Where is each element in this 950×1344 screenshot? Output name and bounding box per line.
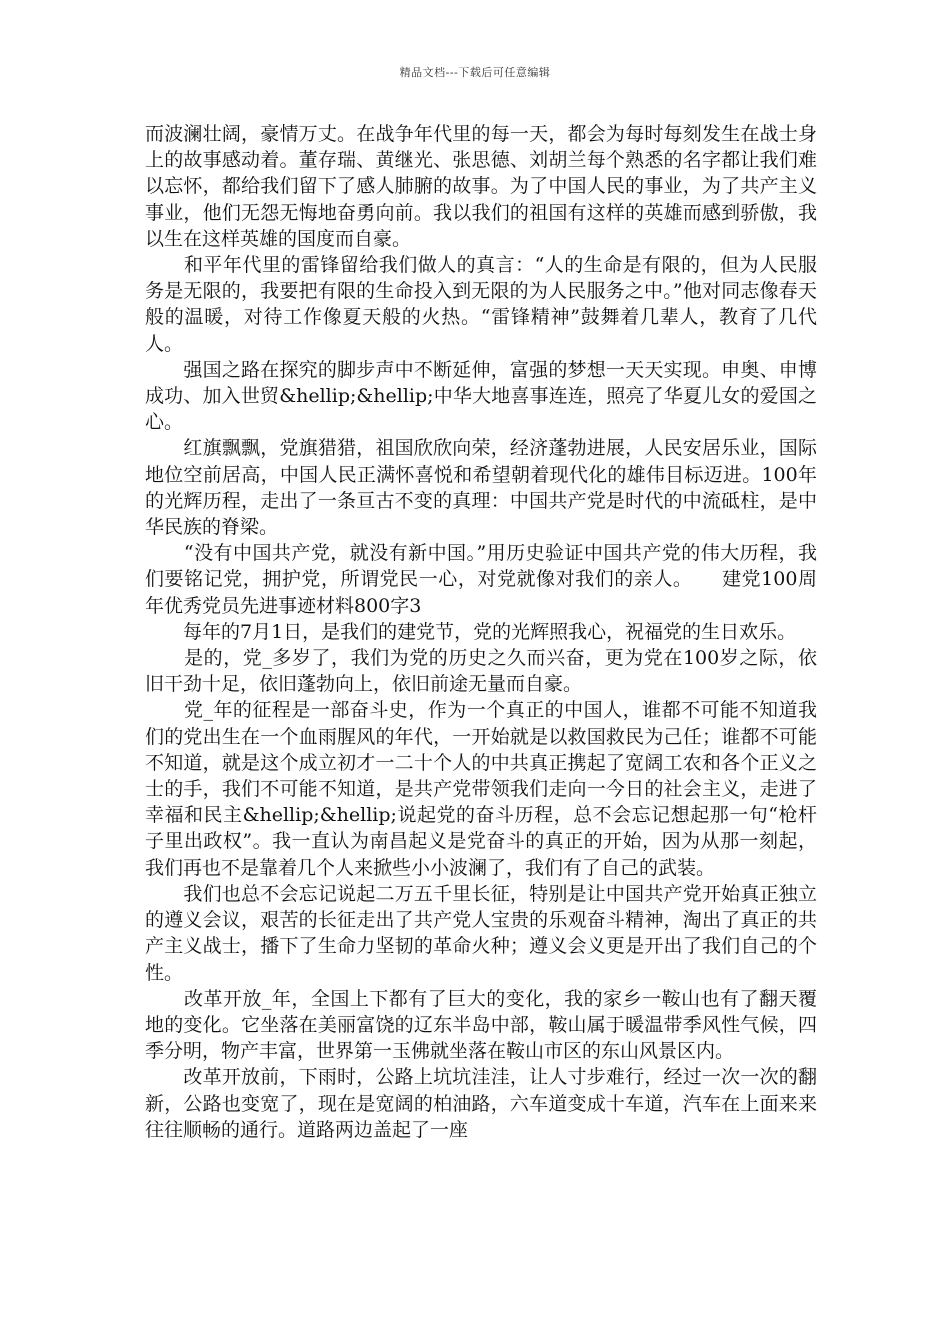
paragraph: 而波澜壮阔，豪情万丈。在战争年代里的每一天，都会为每时每刻发生在战士身上的故事感动着。董存瑞、黄继光、张思德、刘胡兰每个熟悉的名字都让我们难以忘怀，都给我们留下了感人肺腑的故事。为了中国人民的事业，为了共产主义事业，他们无怨无悔地奋勇向前。我以我们的祖国有这样的英雄而感到骄傲，我以生在这样英雄的国度而自豪。	[145, 123, 817, 250]
paragraph: “没有中国共产党，就没有新中国。”用历史验证中国共产党的伟大历程，我们要铭记党，拥护党，所谓党民一心，对党就像对我们的亲人。 建党100周年优秀党员先进事迹材料800字3	[145, 542, 817, 617]
paragraph: 和平年代里的雷锋留给我们做人的真言：“人的生命是有限的，但为人民服务是无限的，我要把有限的生命投入到无限的为人民服务之中。”他对同志像春天般的温暖，对待工作像夏天般的火热。“雷锋精神”鼓舞着几辈人，教育了几代人。	[145, 254, 817, 355]
paragraph: 红旗飘飘，党旗猎猎，祖国欣欣向荣，经济蓬勃进展，人民安居乐业，国际地位空前居高，中国人民正满怀喜悦和希望朝着现代化的雄伟目标迈进。100年的光辉历程，走出了一条亘古不变的真理：中国共产党是时代的中流砥柱，是中华民族的脊梁。	[145, 437, 817, 539]
paragraph: 强国之路在探究的脚步声中不断延伸，富强的梦想一天天实现。申奥、申博成功、加入世贸&hellip;&hellip;中华大地喜事连连，照亮了华夏儿女的爱国之心。	[145, 358, 817, 434]
paragraph: 党_年的征程是一部奋斗史，作为一个真正的中国人，谁都不可能不知道我们的党出生在一个血雨腥风的年代，一开始就是以救国救民为己任；谁都不可能不知道，就是这个成立初才一二十个人的中共真正携起了宽阔工农和各个正义之士的手，我们不可能不知道，是共产党带领我们走向一今日的社会主义，走进了幸福和民主&hellip;&hellip;说起党的奋斗历程，总不会忘记想起那一句“枪杆子里出政权”。我一直认为南昌起义是党奋斗的真正的开始，因为从那一刻起，我们再也不是靠着几个人来掀些小小波澜了，我们有了自己的武装。	[145, 699, 817, 879]
paragraph: 我们也总不会忘记说起二万五千里长征，特别是让中国共产党开始真正独立的遵义会议，艰苦的长征走出了共产党人宝贵的乐观奋斗精神，淘出了真正的共产主义战士，播下了生命力坚韧的革命火种；遵义会义更是开出了我们自己的个性。	[145, 882, 817, 984]
paragraph: 改革开放_年，全国上下都有了巨大的变化，我的家乡一鞍山也有了翻天覆地的变化。它坐落在美丽富饶的辽东半岛中部，鞍山属于暖温带季风性气候，四季分明，物产丰富，世界第一玉佛就坐落在鞍山市区的东山风景区内。	[145, 987, 817, 1063]
page-header: 精品文档---下载后可任意编辑	[399, 66, 551, 79]
paragraph: 每年的7月1日，是我们的建党节，党的光辉照我心，祝福党的生日欢乐。	[145, 620, 797, 643]
paragraph: 改革开放前，下雨时，公路上坑坑洼洼，让人寸步难行，经过一次一次的翻新，公路也变宽了，现在是宽阔的柏油路，六车道变成十车道，汽车在上面来来往往顺畅的通行。道路两边盖起了一座	[145, 1066, 817, 1141]
paragraph: 是的，党_多岁了，我们为党的历史之久而兴奋，更为党在100岁之际，依旧干劲十足，依旧蓬勃向上，依旧前途无量而自豪。	[145, 647, 817, 696]
document-body	[145, 121, 817, 1143]
